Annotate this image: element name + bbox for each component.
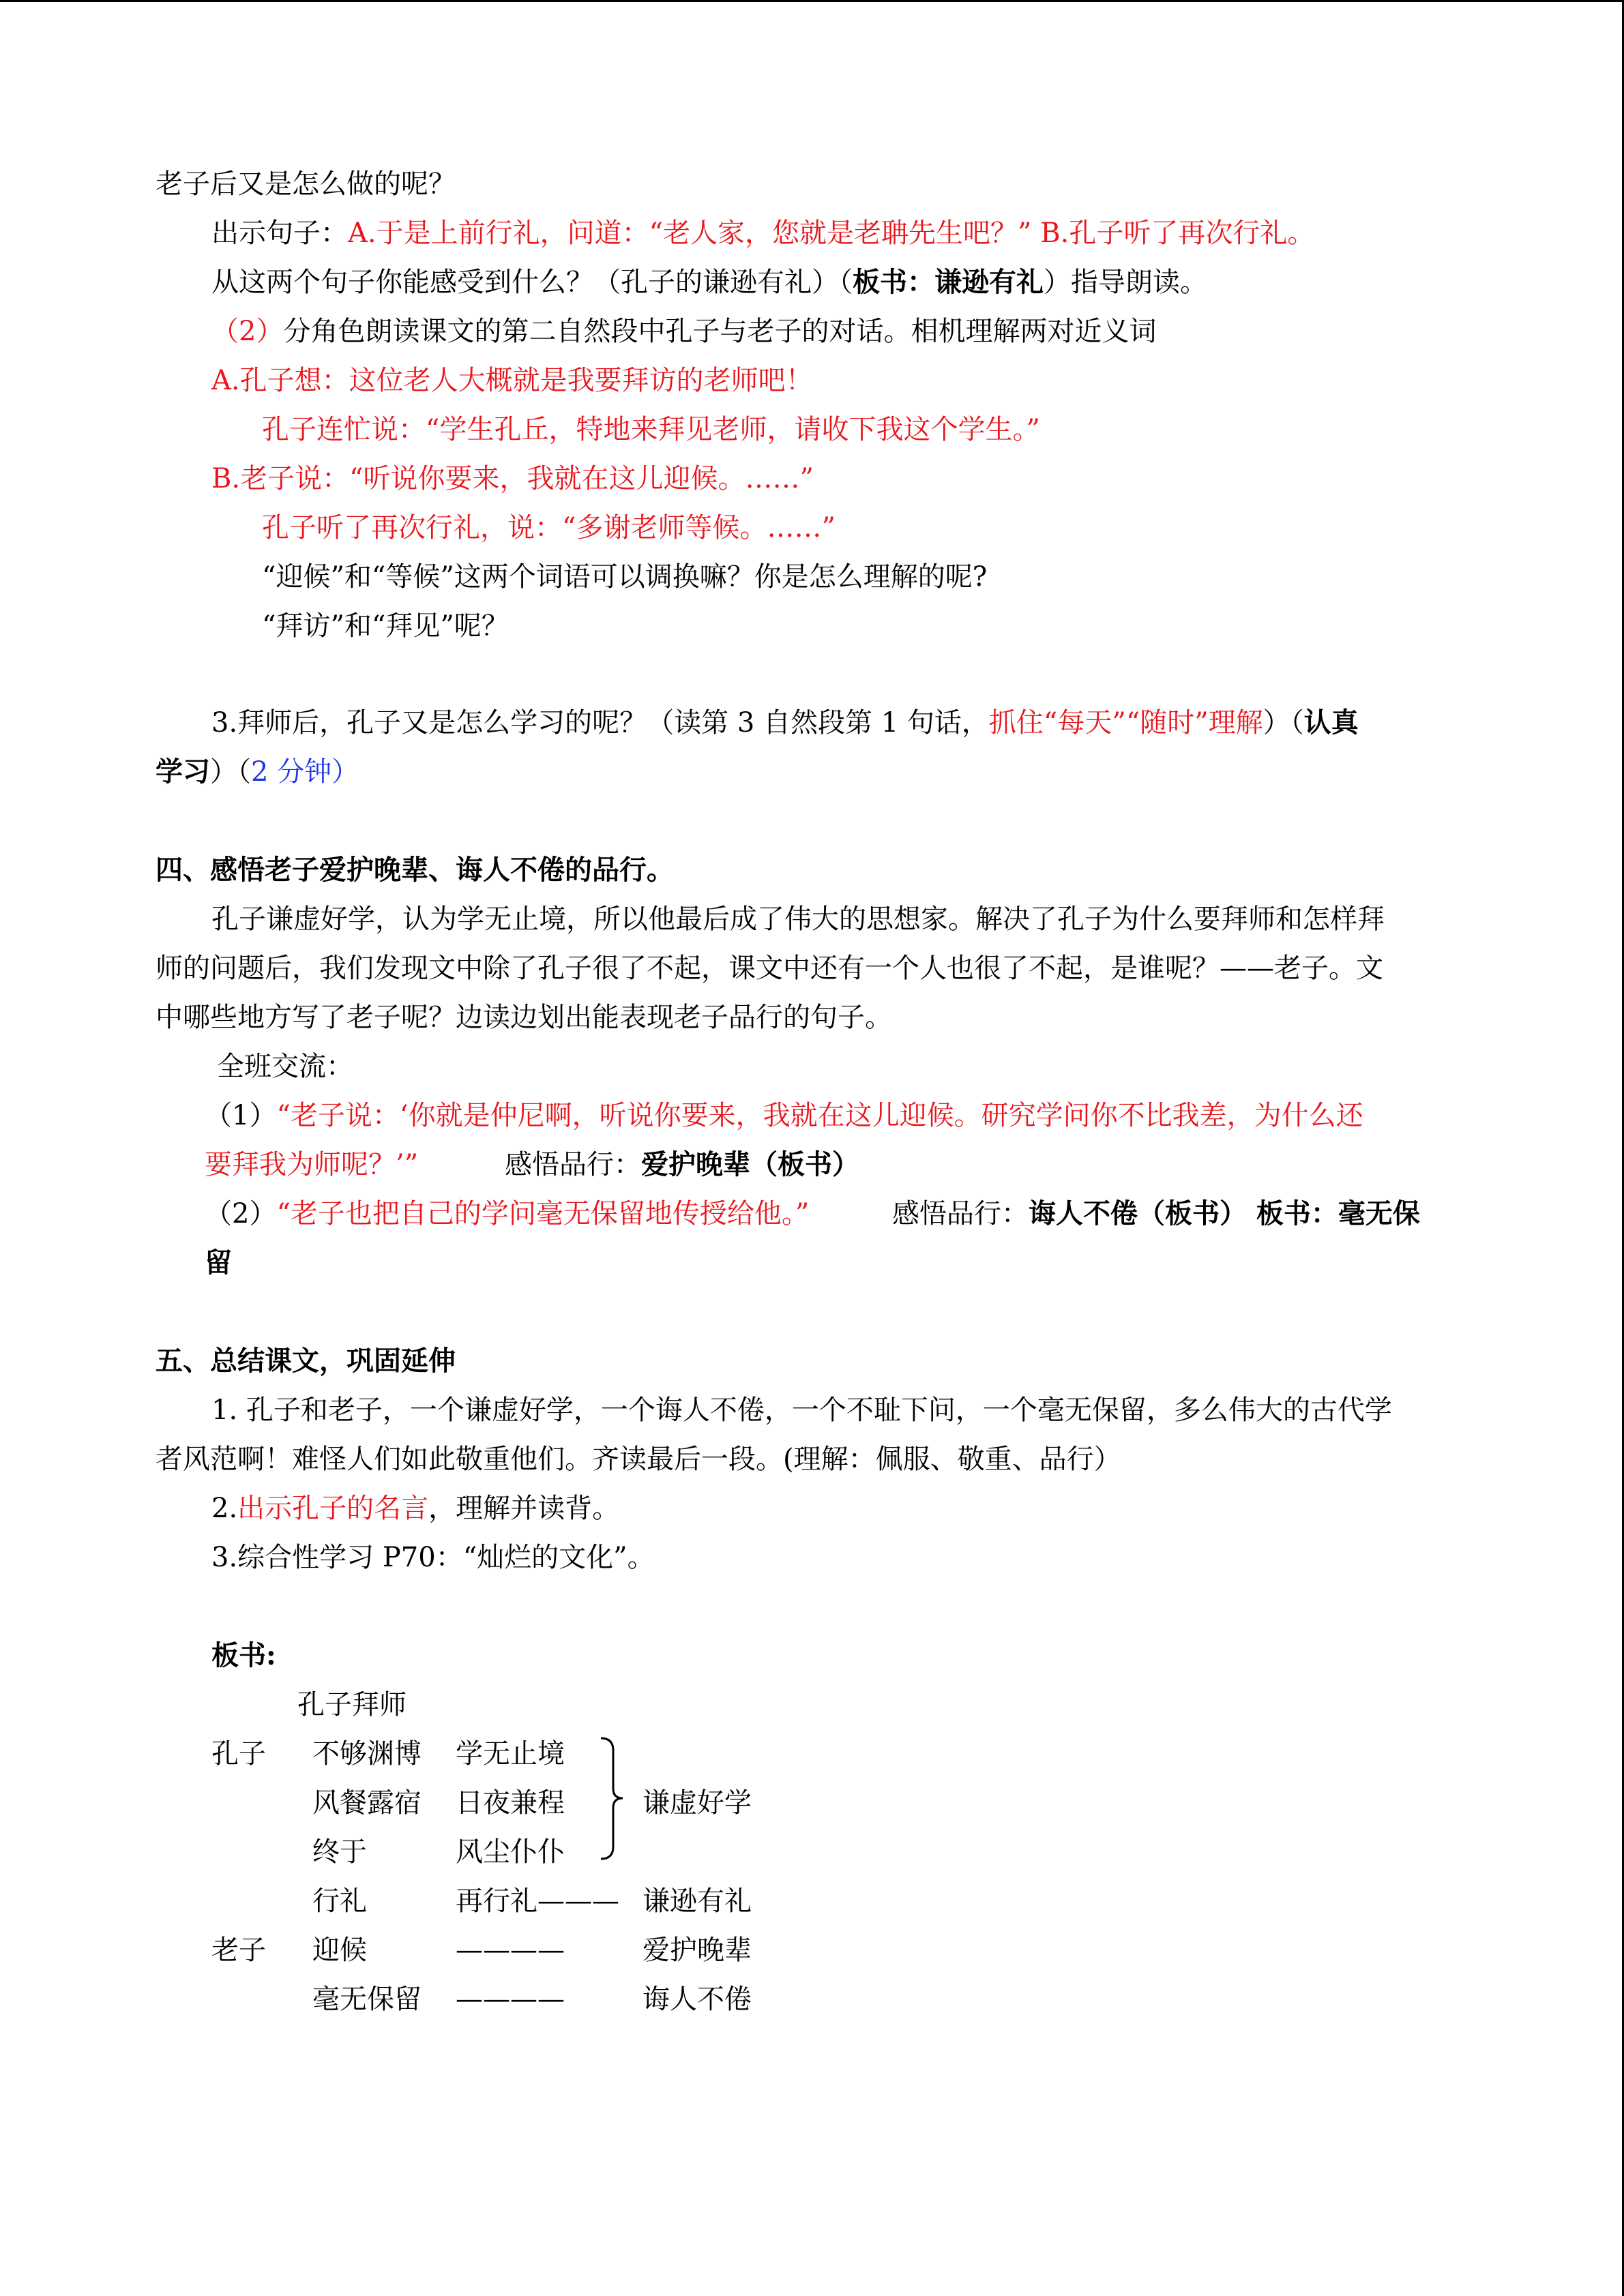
heading-text: 四、感悟老子爱护晚辈、诲人不倦的品行。 — [156, 854, 674, 886]
bold-text: 爱护晚辈（板书） — [641, 1148, 859, 1180]
bold-text: 诲人不倦（板书） 板书：毫无保 — [1029, 1197, 1420, 1229]
board-cell — [211, 1736, 266, 1772]
text: 学无止境 — [456, 1738, 565, 1770]
board-cell — [456, 1933, 565, 1968]
text: 感悟品行： — [505, 1149, 641, 1180]
text: 全班交流： — [217, 1051, 353, 1082]
text: 日夜兼程 — [456, 1787, 565, 1819]
text: 诲人不倦 — [643, 1984, 752, 2015]
text-line — [156, 1442, 1121, 1477]
text-line — [262, 412, 1040, 447]
text: “迎候”和“等候”这两个词语可以调换嘛？你是怎么理解的呢? — [262, 561, 988, 593]
bold-text: 学习 — [156, 756, 210, 788]
board-cell — [456, 1834, 565, 1870]
text: 分角色朗读课文的第二自然段中孔子与老子的对话。相机理解两对近义词 — [283, 316, 1157, 347]
board-cell — [456, 1736, 565, 1772]
text-line — [211, 363, 813, 398]
text: 中哪些地方写了老子呢？边读边划出能表现老子品行的句子。 — [156, 1002, 892, 1033]
curly-brace-icon — [598, 1735, 625, 1862]
text-line — [205, 1098, 1363, 1133]
text-line — [211, 1491, 619, 1526]
text: 3.综合性学习 P70：“灿烂的文化”。 — [211, 1542, 655, 1573]
board-cell — [312, 1736, 422, 1772]
text: 者风范啊！难怪人们如此敬重他们。齐读最后一段。(理解：佩服、敬重、品行） — [156, 1444, 1121, 1475]
text: ———— — [456, 1984, 565, 2015]
text-line — [156, 951, 1383, 986]
text: 不够渊博 — [312, 1738, 422, 1770]
text-line — [211, 314, 1156, 349]
text: 风餐露宿 — [312, 1787, 422, 1819]
text: 谦逊有礼 — [643, 1885, 752, 1917]
text: 孔子 — [211, 1738, 266, 1770]
board-cell — [456, 1785, 565, 1821]
text: ）指导朗读。 — [1044, 267, 1207, 298]
text: 再行礼——— — [456, 1885, 619, 1917]
text-line — [156, 1000, 892, 1035]
text-line — [262, 608, 509, 644]
text-line — [205, 1196, 809, 1232]
section-heading — [156, 1343, 456, 1379]
text-line — [205, 1245, 232, 1281]
text: 2. — [211, 1493, 238, 1524]
red-text: A.于是上前行礼，问道：“老人家，您就是老聃先生吧？” B.孔子听了再次行礼。 — [348, 218, 1315, 249]
text-line — [892, 1196, 1420, 1232]
board-cell — [312, 1834, 367, 1870]
red-text: （2） — [211, 316, 284, 347]
text: ———— — [456, 1935, 565, 1966]
red-text: “老子说：‘你就是仲尼啊，听说你要来，我就在这儿迎候。研究学问你不比我差，为什么还 — [276, 1100, 1363, 1131]
board-cell — [312, 1785, 422, 1821]
text: 老子后又是怎么做的呢？ — [156, 168, 456, 200]
board-cell — [643, 1785, 752, 1821]
red-text: 要拜我为师呢？’” — [205, 1149, 419, 1180]
red-text: B.老子说：“听说你要来，我就在这儿迎候。……” — [211, 463, 814, 494]
board-cell — [211, 1933, 266, 1968]
text-line — [505, 1147, 859, 1182]
board-title — [297, 1687, 407, 1723]
text-line — [211, 265, 1207, 300]
bold-text: 留 — [205, 1247, 232, 1279]
bold-text: 认真 — [1303, 706, 1359, 739]
board-cell — [643, 1883, 752, 1919]
text: 感悟品行： — [892, 1198, 1029, 1229]
red-text: 抓住“每天”“随时”理解 — [988, 707, 1263, 739]
text: 行礼 — [312, 1885, 367, 1917]
text: 从这两个句子你能感受到什么？（孔子的谦逊有礼）（ — [211, 267, 853, 298]
text: 孔子谦虚好学，认为学无止境，所以他最后成了伟大的思想家。解决了孔子为什么要拜师和怎样拜 — [211, 904, 1385, 935]
text: 1. 孔子和老子，一个谦虚好学，一个诲人不倦，一个不耻下问，一个毫无保留，多么伟大的古代学 — [211, 1395, 1392, 1426]
text: 孔子拜师 — [297, 1689, 407, 1720]
page-border-top — [0, 0, 1624, 2]
red-text: A.孔子想：这位老人大概就是我要拜访的老师吧！ — [211, 365, 813, 396]
board-cell — [312, 1982, 422, 2017]
board-cell — [643, 1933, 752, 1968]
section-heading — [156, 852, 674, 888]
text-line — [156, 166, 456, 202]
board-cell — [312, 1883, 367, 1919]
text: 谦虚好学 — [643, 1787, 752, 1819]
text: “拜访”和“拜见”呢？ — [262, 610, 509, 642]
text-line — [211, 215, 1314, 251]
text: 爱护晚辈 — [643, 1935, 752, 1966]
text: 出示句子： — [211, 218, 348, 249]
text-line — [211, 705, 1359, 741]
text: 老子 — [211, 1935, 266, 1966]
text-line — [211, 461, 814, 496]
red-text: 孔子听了再次行礼，说：“多谢老师等候。……” — [262, 512, 836, 543]
text: （1） — [205, 1100, 277, 1131]
text-line — [205, 1147, 418, 1182]
blue-text: 2 分钟） — [251, 756, 359, 788]
text: ）（ — [1263, 707, 1304, 739]
text: 终于 — [312, 1836, 367, 1868]
text: 毫无保留 — [312, 1984, 422, 2015]
text: ，理解并读背。 — [428, 1493, 620, 1524]
board-cell — [312, 1933, 367, 1968]
bold-text: 板书：谦逊有礼 — [853, 266, 1044, 298]
text-line — [262, 510, 836, 546]
text: 3.拜师后，孔子又是怎么学习的呢？（读第 3 自然段第 1 句话， — [211, 707, 989, 739]
board-cell — [456, 1982, 565, 2017]
text: 迎候 — [312, 1935, 367, 1966]
heading-text: 五、总结课文，巩固延伸 — [156, 1345, 456, 1377]
text: ）（ — [210, 756, 251, 788]
text-line — [217, 1049, 353, 1084]
board-label — [211, 1638, 276, 1673]
red-text: “老子也把自己的学问毫无保留地传授给他。” — [276, 1198, 810, 1229]
text-line — [211, 1392, 1392, 1428]
text: 风尘仆仆 — [456, 1836, 565, 1868]
text-line — [156, 754, 359, 790]
text: （2） — [205, 1198, 277, 1229]
text-line — [211, 901, 1385, 937]
board-cell — [643, 1982, 752, 2017]
text: 师的问题后，我们发现文中除了孔子很了不起，课文中还有一个人也很了不起，是谁呢？——老子。文 — [156, 953, 1383, 984]
board-cell — [456, 1883, 619, 1919]
text-line — [262, 559, 987, 595]
red-text: 孔子连忙说：“学生孔丘，特地来拜见老师，请收下我这个学生。” — [262, 414, 1040, 445]
text: 板书: — [211, 1639, 276, 1671]
red-text: 出示孔子的名言 — [237, 1493, 429, 1524]
text-line — [211, 1540, 655, 1575]
